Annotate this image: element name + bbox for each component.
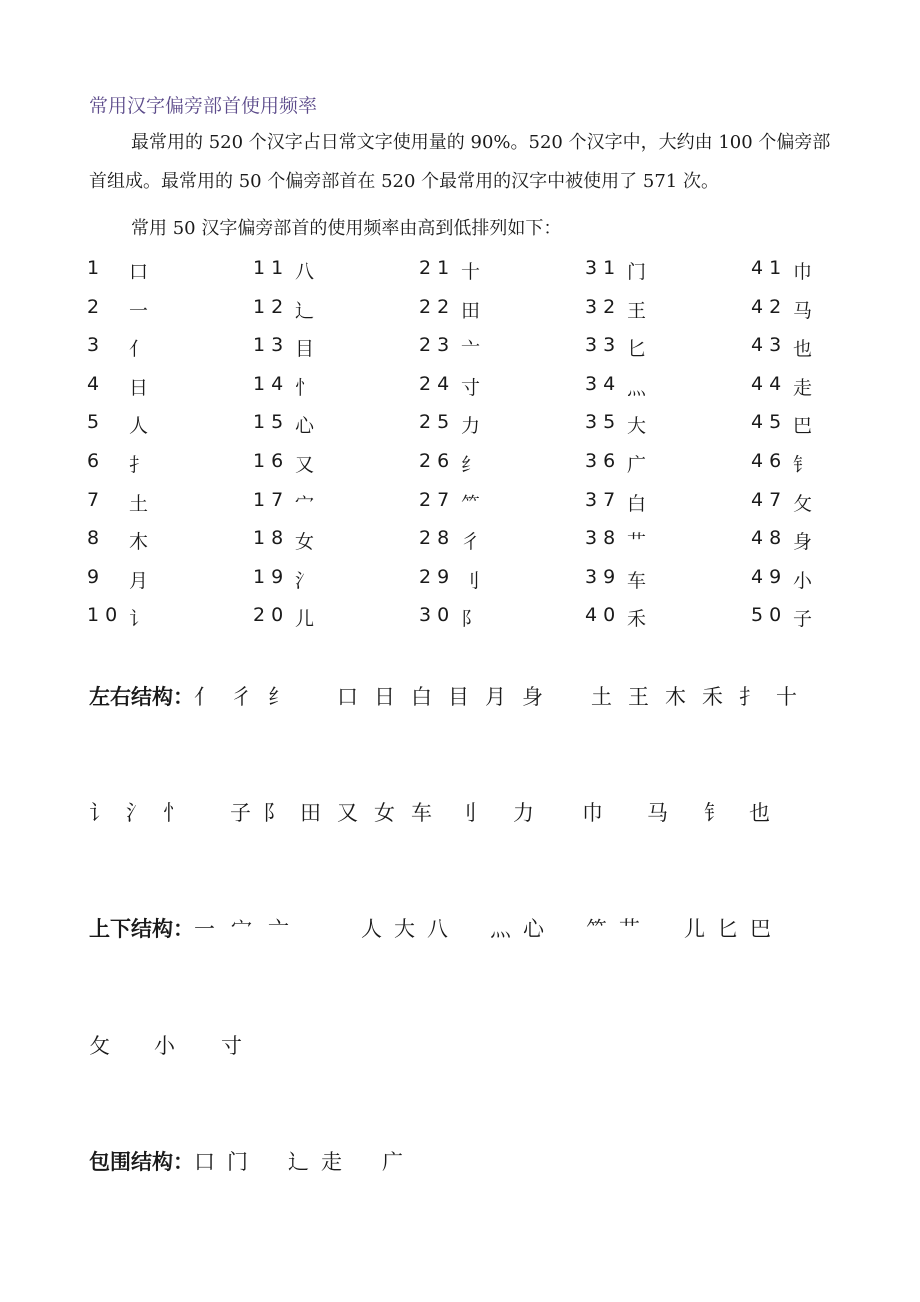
radical-entry (751, 560, 917, 599)
radical-rank: 36 (585, 449, 622, 472)
structure-radical: 巾 (582, 801, 603, 825)
radical-entry (253, 290, 419, 329)
structure-radical: 力 (513, 801, 534, 825)
structure-label: 上下结构： (89, 917, 194, 941)
radical-char: 也 (793, 338, 813, 361)
structure-radical: 氵 (126, 801, 147, 825)
radical-rank: 6 (87, 449, 106, 472)
radical-entry (585, 521, 751, 560)
structure-radical: 走 (321, 1150, 342, 1174)
structure-radical: 纟 (268, 685, 289, 709)
radical-rank: 25 (419, 411, 456, 434)
radical-entry (751, 367, 917, 406)
radical-entry (585, 328, 751, 367)
radical-rank: 42 (751, 295, 788, 318)
intro-paragraph: 最常用的 520 个汉字占日常文字使用量的 90%。520 个汉字中，大约由 100 个偏旁部首组成。最常用的 50 个偏旁部首在 520 个最常用的汉字中被使用了 571 次。 (89, 132, 831, 192)
radical-entry (585, 483, 751, 522)
radical-rank: 38 (585, 527, 622, 550)
radical-entry (253, 560, 419, 599)
structure-radical: 一 (194, 917, 215, 941)
structure-radical: 木 (665, 685, 686, 709)
radical-entry (87, 560, 253, 599)
radical-char: 寸 (461, 376, 481, 399)
radical-entry (253, 405, 419, 444)
radical-rank: 37 (585, 488, 622, 511)
radical-entry (253, 367, 419, 406)
radical-rank: 1 (87, 257, 106, 279)
radical-char: 广 (627, 453, 647, 476)
radical-rank: 5 (87, 411, 106, 434)
radical-rank: 3 (87, 334, 106, 357)
left-right-structure-line2 (89, 797, 770, 827)
radical-char: 目 (295, 338, 315, 361)
structure-radical: 刂 (456, 801, 477, 825)
structure-label: 包围结构： (89, 1150, 194, 1174)
structure-radical: 也 (749, 801, 770, 825)
radical-rank: 26 (419, 449, 456, 472)
radical-entry (585, 444, 751, 483)
radical-rank: 24 (419, 372, 456, 395)
structure-radical: 扌 (739, 685, 760, 709)
radical-entry (751, 328, 917, 367)
radical-entry (253, 251, 419, 290)
radical-rank: 43 (751, 334, 788, 357)
radical-char: 白 (627, 492, 647, 515)
radical-char: 大 (627, 415, 647, 438)
structure-radical: 月 (485, 685, 506, 709)
radical-entry (419, 521, 585, 560)
radical-rank: 17 (253, 488, 290, 511)
radical-entry (419, 444, 585, 483)
radical-rank: 46 (751, 449, 788, 472)
radical-entry (419, 251, 585, 290)
structure-radical: 亻 (194, 685, 215, 709)
radical-entry (87, 521, 253, 560)
radical-rank: 41 (751, 257, 788, 279)
structure-radical: 马 (647, 801, 668, 825)
radical-entry (87, 405, 253, 444)
radical-char: 土 (129, 492, 149, 515)
radical-char: 子 (793, 608, 813, 631)
radical-entry (751, 405, 917, 444)
radical-rank: 12 (253, 295, 290, 318)
structure-radical: 小 (154, 1034, 175, 1058)
radical-char: 儿 (295, 608, 315, 631)
structure-radical: 王 (628, 685, 649, 709)
radical-entry (87, 444, 253, 483)
radical-rank: 16 (253, 449, 290, 472)
radical-rank: 31 (585, 257, 622, 279)
radical-entry (253, 483, 419, 522)
radical-char: 扌 (129, 453, 149, 476)
radical-rank: 14 (253, 372, 290, 395)
radical-entry (419, 560, 585, 599)
structure-radical: 忄 (163, 801, 184, 825)
structure-radical: 身 (522, 685, 543, 709)
radical-entry (751, 521, 917, 560)
radical-rank: 39 (585, 565, 622, 588)
structure-radical: 阝 (263, 801, 284, 825)
radical-rank: 2 (87, 295, 106, 318)
radical-rank: 28 (419, 527, 456, 550)
radical-entry (585, 290, 751, 329)
structure-radical: 匕 (717, 917, 738, 941)
radical-entry (253, 328, 419, 367)
radical-rank: 10 (87, 604, 124, 627)
radical-frequency-table (87, 251, 827, 637)
radical-entry (751, 444, 917, 483)
radical-rank: 15 (253, 411, 290, 434)
radical-entry (87, 598, 253, 637)
structure-radical: 田 (300, 801, 321, 825)
radical-char: 氵 (295, 569, 315, 592)
radical-char: 阝 (461, 608, 481, 631)
radical-char: 亠 (461, 338, 481, 361)
radical-char: 身 (793, 531, 813, 554)
radical-char: ⺮ (461, 492, 481, 515)
radical-char: 八 (295, 261, 315, 283)
radical-rank: 21 (419, 257, 456, 279)
top-bottom-structure-line1 (89, 913, 771, 943)
radical-char: 艹 (627, 531, 647, 554)
radical-entry (253, 444, 419, 483)
structure-radical: 十 (776, 685, 797, 709)
structure-radical: 人 (361, 917, 382, 941)
radical-char: 纟 (461, 453, 481, 476)
structure-radical: 钅 (704, 801, 725, 825)
structure-radical: 灬 (490, 917, 511, 941)
radical-entry (419, 290, 585, 329)
structure-radical: 宀 (231, 917, 252, 941)
radical-rank: 34 (585, 372, 622, 395)
structure-radical: 子 (230, 801, 251, 825)
radical-char: 木 (129, 531, 149, 554)
top-bottom-structure-line2 (89, 1030, 242, 1060)
structure-radical: ⺮ (586, 917, 607, 941)
radical-rank: 23 (419, 334, 456, 357)
structure-radical: 禾 (702, 685, 723, 709)
radical-rank: 13 (253, 334, 290, 357)
structure-radical: 亠 (268, 917, 289, 941)
structure-radical: 日 (374, 685, 395, 709)
structure-radical: 彳 (231, 685, 252, 709)
radical-char: 门 (627, 261, 647, 283)
structure-radical: 白 (411, 685, 432, 709)
radical-char: 口 (129, 261, 149, 283)
radical-char: 又 (295, 453, 315, 476)
structure-radical: 讠 (89, 801, 110, 825)
radical-entry (419, 483, 585, 522)
structure-radical: 口 (194, 1150, 215, 1174)
structure-radical: 儿 (684, 917, 705, 941)
radical-char: 辶 (295, 299, 315, 322)
structure-label: 左右结构： (89, 685, 194, 709)
radical-rank: 32 (585, 295, 622, 318)
radical-rank: 35 (585, 411, 622, 434)
radical-entry (751, 483, 917, 522)
radical-entry (87, 328, 253, 367)
radical-entry (419, 367, 585, 406)
structure-radical: 门 (227, 1150, 248, 1174)
radical-entry (585, 251, 751, 290)
structure-radical: 广 (382, 1150, 403, 1174)
structure-radical: 口 (337, 685, 358, 709)
radical-char: 王 (627, 299, 647, 322)
radical-entry (585, 598, 751, 637)
radical-entry (585, 405, 751, 444)
radical-rank: 44 (751, 372, 788, 395)
list-intro-paragraph: 常用 50 汉字偏旁部首的使用频率由高到低排列如下： (131, 218, 562, 239)
radical-entry (585, 367, 751, 406)
radical-char: 巾 (793, 261, 813, 283)
structure-radical: 巴 (750, 917, 771, 941)
radical-char: 灬 (627, 376, 647, 399)
left-right-structure-line1 (89, 681, 797, 711)
radical-rank: 8 (87, 527, 106, 550)
structure-radical: 艹 (619, 917, 640, 941)
radical-char: 亻 (129, 338, 149, 361)
radical-rank: 27 (419, 488, 456, 511)
radical-char: 田 (461, 299, 481, 322)
radical-char: 攵 (793, 492, 813, 515)
radical-entry (253, 598, 419, 637)
structure-radical: 车 (411, 801, 432, 825)
radical-entry (87, 251, 253, 290)
page-title: 常用汉字偏旁部首使用频率 (89, 95, 318, 117)
structure-radical: 又 (337, 801, 358, 825)
structure-radical: 八 (427, 917, 448, 941)
radical-rank: 11 (253, 257, 290, 279)
radical-char: 忄 (295, 376, 315, 399)
radical-rank: 45 (751, 411, 788, 434)
radical-entry (751, 598, 917, 637)
radical-entry (87, 290, 253, 329)
radical-char: 月 (129, 569, 149, 592)
radical-rank: 40 (585, 604, 622, 627)
radical-char: 马 (793, 299, 813, 322)
radical-entry (419, 598, 585, 637)
radical-entry (253, 521, 419, 560)
radical-rank: 48 (751, 527, 788, 550)
radical-entry (419, 405, 585, 444)
radical-char: 女 (295, 531, 315, 554)
radical-char: 彳 (461, 531, 481, 554)
structure-radical: 攵 (89, 1034, 110, 1058)
radical-char: 钅 (793, 453, 813, 476)
radical-char: 禾 (627, 608, 647, 631)
radical-entry (751, 290, 917, 329)
radical-rank: 4 (87, 372, 106, 395)
radical-rank: 47 (751, 488, 788, 511)
radical-char: 一 (129, 299, 149, 322)
structure-radical: 心 (523, 917, 544, 941)
structure-radical: 女 (374, 801, 395, 825)
surround-structure-line1 (89, 1146, 403, 1176)
structure-radical: 寸 (221, 1034, 242, 1058)
radical-rank: 18 (253, 527, 290, 550)
radical-entry (751, 251, 917, 290)
radical-char: 车 (627, 569, 647, 592)
radical-char: 刂 (461, 569, 481, 592)
structure-radical: 大 (394, 917, 415, 941)
radical-char: 十 (461, 261, 481, 283)
radical-char: 人 (129, 415, 149, 438)
radical-char: 日 (129, 376, 149, 399)
structure-radical: 土 (591, 685, 612, 709)
radical-char: 讠 (129, 608, 149, 631)
radical-rank: 7 (87, 488, 106, 511)
radical-rank: 33 (585, 334, 622, 357)
structure-radical: 辶 (288, 1150, 309, 1174)
radical-rank: 29 (419, 565, 456, 588)
radical-rank: 9 (87, 565, 106, 588)
radical-rank: 19 (253, 565, 290, 588)
radical-char: 走 (793, 376, 813, 399)
radical-rank: 30 (419, 604, 456, 627)
radical-entry (419, 328, 585, 367)
radical-char: 小 (793, 569, 813, 592)
radical-char: 匕 (627, 338, 647, 361)
radical-rank: 20 (253, 604, 290, 627)
radical-char: 力 (461, 415, 481, 438)
radical-entry (87, 367, 253, 406)
radical-char: 心 (295, 415, 315, 438)
radical-rank: 49 (751, 565, 788, 588)
radical-char: 巴 (793, 415, 813, 438)
radical-char: 宀 (295, 492, 315, 515)
radical-entry (87, 483, 253, 522)
radical-rank: 22 (419, 295, 456, 318)
structure-radical: 目 (448, 685, 469, 709)
radical-rank: 50 (751, 604, 788, 627)
radical-entry (585, 560, 751, 599)
